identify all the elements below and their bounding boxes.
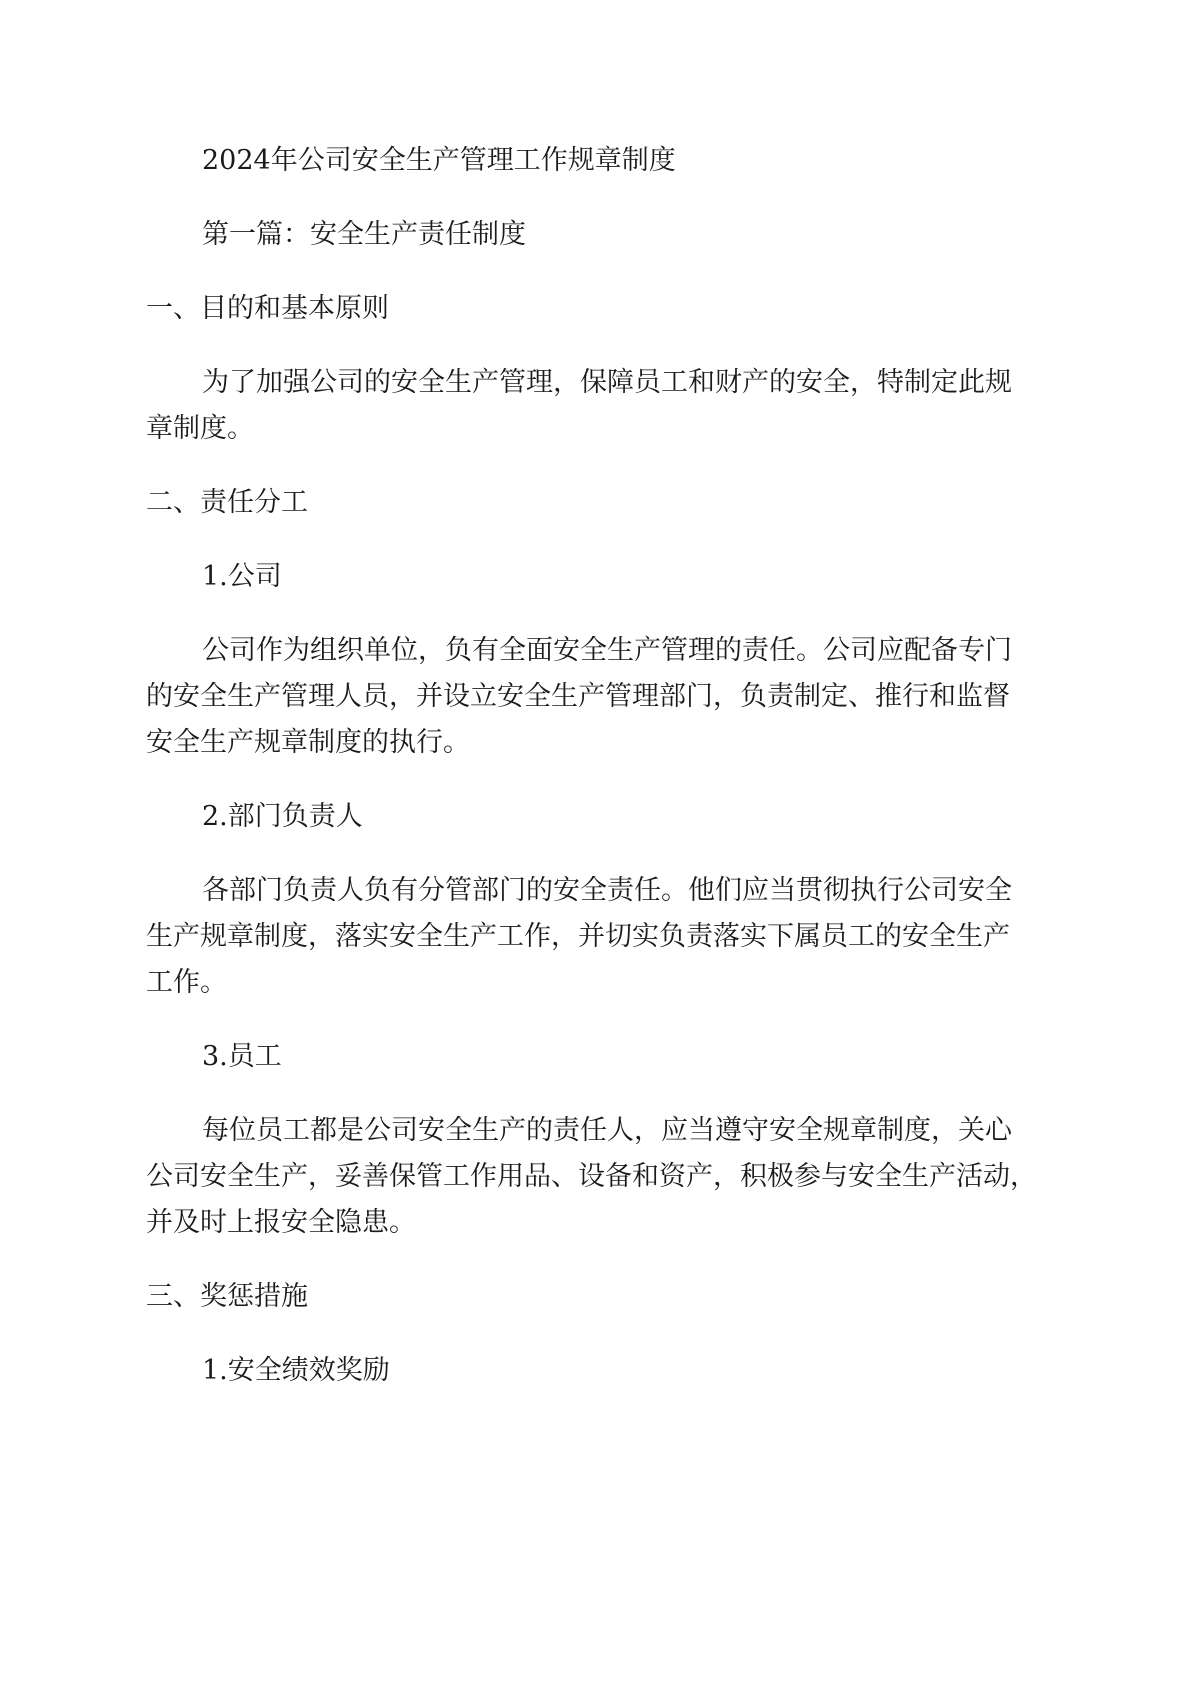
paragraph-line: 章制度。 — [146, 413, 254, 444]
paragraph-line: 每位员工都是公司安全生产的责任人，应当遵守安全规章制度，关心 — [202, 1115, 1012, 1146]
paragraph-line: 为了加强公司的安全生产管理，保障员工和财产的安全，特制定此规 — [202, 367, 1012, 398]
paragraph-line: 生产规章制度，落实安全生产工作，并切实负责落实下属员工的安全生产 — [146, 921, 1010, 952]
paragraph-line: 公司安全生产，妥善保管工作用品、设备和资产，积极参与安全生产活动， — [146, 1161, 1037, 1192]
paragraph-line: 安全生产规章制度的执行。 — [146, 727, 470, 758]
paragraph-line: 并及时上报安全隐患。 — [146, 1207, 416, 1238]
document-body — [146, 138, 1048, 1394]
section-heading-purpose: 一、目的和基本原则 — [146, 293, 389, 324]
document-title: 2024年公司安全生产管理工作规章制度 — [202, 145, 676, 176]
paragraph-line: 工作。 — [146, 967, 227, 998]
paragraph-company — [146, 628, 1048, 766]
chapter-heading: 第一篇：安全生产责任制度 — [202, 219, 526, 250]
section-heading-rewards-penalties: 三、奖惩措施 — [146, 1281, 308, 1312]
subsection-heading-department-head: 2.部门负责人 — [202, 801, 363, 832]
paragraph-line: 各部门负责人负有分管部门的安全责任。他们应当贯彻执行公司安全 — [202, 875, 1012, 906]
paragraph-line: 的安全生产管理人员，并设立安全生产管理部门，负责制定、推行和监督 — [146, 681, 1010, 712]
paragraph-employee — [146, 1108, 1048, 1246]
paragraph-department-head — [146, 868, 1048, 1006]
paragraph-purpose — [146, 360, 1048, 452]
paragraph-line: 公司作为组织单位，负有全面安全生产管理的责任。公司应配备专门 — [202, 635, 1012, 666]
subsection-heading-safety-performance-reward: 1.安全绩效奖励 — [202, 1355, 390, 1386]
section-heading-responsibilities: 二、责任分工 — [146, 487, 308, 518]
subsection-heading-company: 1.公司 — [202, 561, 282, 592]
subsection-heading-employee: 3.员工 — [202, 1041, 282, 1072]
